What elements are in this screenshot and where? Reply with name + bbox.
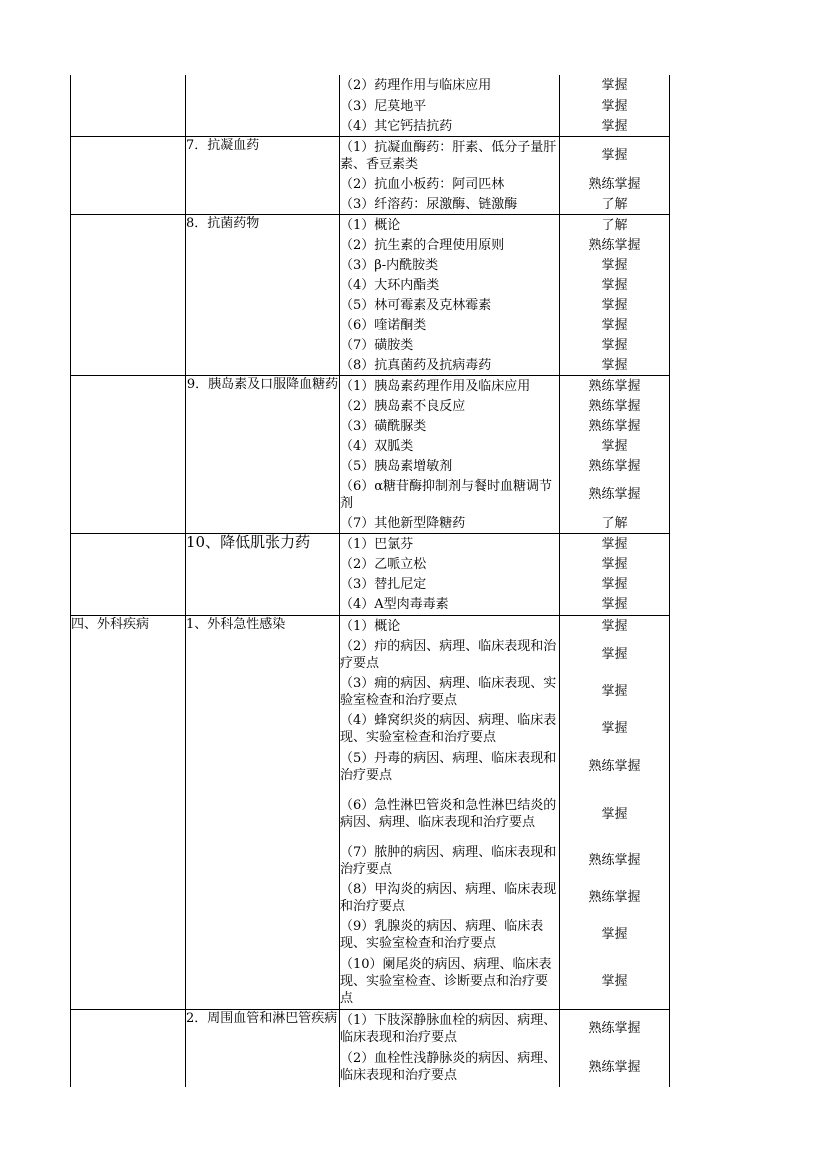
- mastery-level: 熟练掌握: [588, 398, 641, 414]
- item-text: （1）胰岛素药理作用及临床应用: [340, 378, 531, 394]
- item-text: （9）乳腺炎的病因、病理、临床表现、实验室检查和治疗要点: [340, 918, 544, 951]
- mastery-level: 掌握: [601, 721, 628, 736]
- items-cell: [340, 616, 560, 1010]
- item-text: （4）双胍类: [340, 438, 414, 454]
- item-text: （2）疖的病因、病理、临床表现和治疗要点: [340, 638, 557, 671]
- mastery-level: 掌握: [601, 973, 628, 989]
- item-text: （2）抗生素的合理使用原则: [340, 237, 505, 253]
- category-cell: [71, 1010, 186, 1088]
- mastery-level: 熟练掌握: [588, 237, 641, 253]
- item-text: （2）药理作用与临床应用: [340, 78, 492, 93]
- mastery-level: 掌握: [601, 576, 628, 592]
- mastery-level: 掌握: [601, 684, 628, 699]
- item-text: （6）喹诺酮类: [340, 317, 427, 333]
- level-cell: [560, 75, 670, 137]
- mastery-level: 掌握: [601, 257, 628, 273]
- mastery-level: 熟练掌握: [588, 176, 641, 192]
- mastery-level: 掌握: [601, 277, 628, 293]
- item-text: （4）蜂窝织炎的病因、病理、临床表现、实验室检查和治疗要点: [340, 712, 557, 745]
- mastery-level: 熟练掌握: [588, 378, 641, 394]
- category-cell: [71, 215, 186, 376]
- item-text: （1）抗凝血酶药：肝素、低分子量肝素、香豆素类: [340, 139, 557, 172]
- table-row: [71, 534, 670, 616]
- level-cell: [560, 215, 670, 376]
- item-text: （3）痈的病因、病理、临床表现、实验室检查和治疗要点: [340, 675, 557, 708]
- item-text: （4）A型肉毒毒素: [340, 597, 449, 612]
- item-text: （3）尼莫地平: [340, 98, 427, 114]
- mastery-level: 掌握: [601, 317, 628, 333]
- category-cell: [71, 137, 186, 215]
- mastery-level: 熟练掌握: [588, 1059, 641, 1075]
- item-text: （1）下肢深静脉血栓的病因、病理、临床表现和治疗要点: [340, 1012, 557, 1045]
- mastery-level: 了解: [601, 217, 628, 233]
- mastery-level: 熟练掌握: [588, 853, 641, 868]
- item-text: （8）抗真菌药及抗病毒药: [340, 357, 492, 373]
- mastery-level: 掌握: [601, 297, 628, 313]
- item-text: （3）纤溶药：尿激酶、链激酶: [340, 196, 518, 212]
- item-text: （2）血栓性浅静脉炎的病因、病理、临床表现和治疗要点: [340, 1051, 557, 1083]
- category-cell: [71, 534, 186, 616]
- item-text: （5）林可霉素及克林霉素: [340, 297, 492, 313]
- mastery-level: 熟练掌握: [588, 458, 641, 474]
- mastery-level: 掌握: [601, 148, 628, 163]
- mastery-level: 掌握: [601, 647, 628, 662]
- item-text: （10）阑尾炎的病因、病理、临床表现、实验室检查、诊断要点和治疗要点: [340, 956, 552, 1006]
- mastery-level: 掌握: [601, 927, 628, 942]
- items-cell: [340, 137, 560, 215]
- item-text: （5）胰岛素增敏剂: [340, 458, 453, 474]
- level-cell: [560, 376, 670, 534]
- mastery-level: 了解: [601, 515, 628, 531]
- item-text: （6）α糖苷酶抑制剂与餐时血糖调节剂: [340, 478, 553, 511]
- item-text: （1）概论: [340, 618, 401, 634]
- item-text: （5）丹毒的病因、病理、临床表现和治疗要点: [340, 750, 557, 783]
- items-cell: [340, 215, 560, 376]
- mastery-level: 掌握: [601, 118, 628, 134]
- section-cell: 8．抗菌药物: [186, 215, 340, 376]
- category-cell: 四、外科疾病: [71, 616, 186, 1010]
- items-cell: [340, 1010, 560, 1088]
- item-text: （6）急性淋巴管炎和急性淋巴结炎的病因、病理、临床表现和治疗要点: [340, 798, 557, 830]
- level-cell: [560, 137, 670, 215]
- mastery-level: 掌握: [601, 806, 628, 822]
- item-text: （4）大环内酯类: [340, 277, 440, 293]
- mastery-level: 熟练掌握: [588, 1021, 641, 1036]
- mastery-level: 掌握: [601, 438, 628, 454]
- mastery-level: 掌握: [601, 357, 628, 373]
- item-text: （2）胰岛素不良反应: [340, 398, 466, 414]
- item-text: （7）脓肿的病因、病理、临床表现和治疗要点: [340, 844, 557, 877]
- mastery-level: 掌握: [601, 618, 628, 634]
- mastery-level: 掌握: [601, 337, 628, 353]
- section-cell: 1、外科急性感染: [186, 616, 340, 1010]
- mastery-level: 掌握: [601, 78, 628, 93]
- item-text: （7）磺胺类: [340, 337, 414, 353]
- section-cell: [186, 75, 340, 137]
- items-cell: [340, 75, 560, 137]
- category-cell: [71, 75, 186, 137]
- syllabus-table: [70, 75, 670, 1087]
- item-text: （2）抗血小板药：阿司匹林: [340, 176, 505, 192]
- table-row: [71, 1010, 670, 1088]
- table-row: [71, 616, 670, 1010]
- level-cell: [560, 534, 670, 616]
- section-cell: 2．周围血管和淋巴管疾病: [186, 1010, 340, 1088]
- table-body: [71, 75, 670, 1087]
- mastery-level: 了解: [601, 196, 628, 212]
- item-text: （3）替扎尼定: [340, 576, 427, 592]
- items-cell: [340, 376, 560, 534]
- mastery-level: 掌握: [601, 597, 628, 612]
- item-text: （2）乙哌立松: [340, 556, 427, 572]
- section-cell: 9．胰岛素及口服降血糖药: [186, 376, 340, 534]
- items-cell: [340, 534, 560, 616]
- table-row: [71, 75, 670, 137]
- item-text: （7）其他新型降糖药: [340, 515, 466, 531]
- mastery-level: 掌握: [601, 98, 628, 114]
- item-text: （1）巴氯芬: [340, 536, 414, 552]
- level-cell: [560, 1010, 670, 1088]
- item-text: （4）其它钙拮抗药: [340, 118, 453, 134]
- mastery-level: 掌握: [601, 556, 628, 572]
- section-cell: 10、降低肌张力药: [186, 534, 340, 616]
- item-text: （1）概论: [340, 217, 401, 233]
- table-row: [71, 215, 670, 376]
- level-cell: [560, 616, 670, 1010]
- table-row: [71, 137, 670, 215]
- mastery-level: 熟练掌握: [588, 418, 641, 434]
- section-cell: 7．抗凝血药: [186, 137, 340, 215]
- item-text: （3）磺酰脲类: [340, 418, 427, 434]
- mastery-level: 熟练掌握: [588, 759, 641, 774]
- mastery-level: 熟练掌握: [588, 890, 641, 905]
- mastery-level: 熟练掌握: [588, 487, 641, 502]
- table-row: [71, 376, 670, 534]
- item-text: （8）甲沟炎的病因、病理、临床表现和治疗要点: [340, 881, 557, 914]
- item-text: （3）β-内酰胺类: [340, 257, 439, 273]
- category-cell: [71, 376, 186, 534]
- mastery-level: 掌握: [601, 536, 628, 552]
